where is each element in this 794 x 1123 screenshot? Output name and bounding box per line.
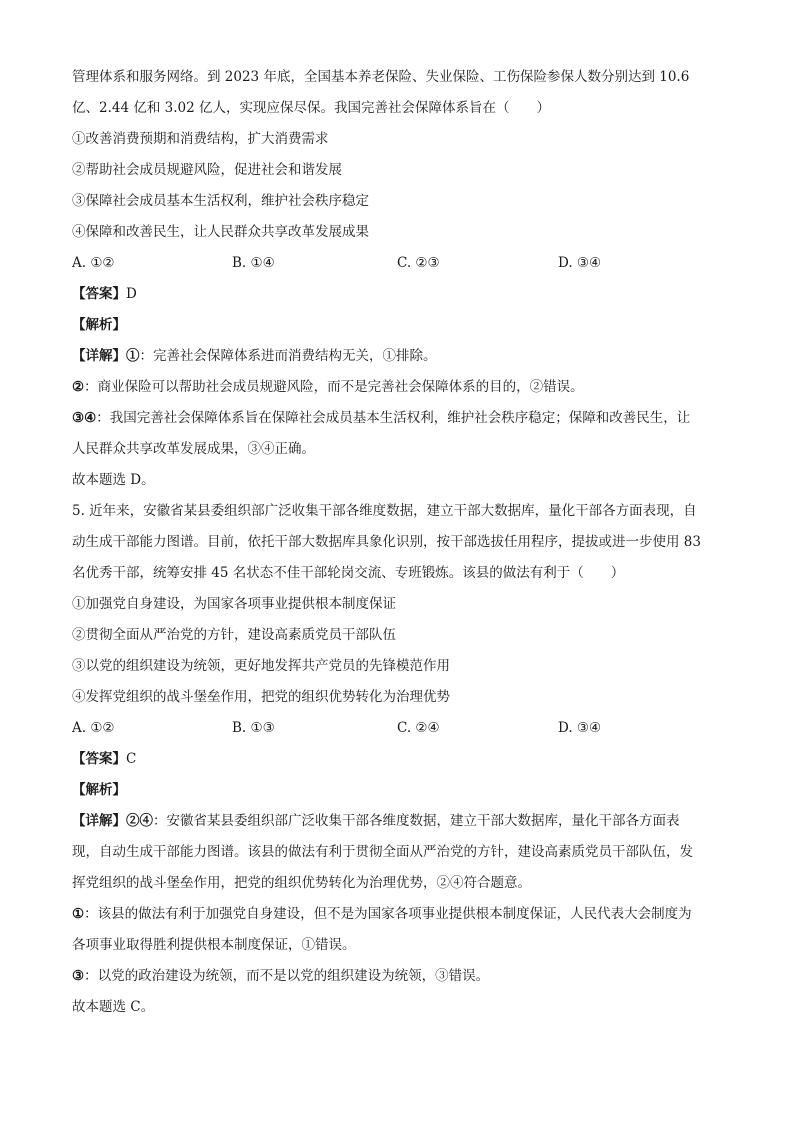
q4-detail-tag: 【详解】 <box>72 348 126 364</box>
q4-stem-line-2: 亿、2.44 亿和 3.02 亿人，实现应保尽保。我国完善社会保障体系旨在（ ） <box>72 100 550 116</box>
q5-statement-3: ③以党的组织建设为统领，更好地发挥共产党员的先锋模范作用 <box>72 658 450 674</box>
q5-option-c: C. ②④ <box>397 720 440 736</box>
q4-detail-1-text: ：完善社会保障体系进而消费结构无关，①排除。 <box>139 348 437 364</box>
q5-answer-tag: 【答案】 <box>72 751 126 767</box>
q4-conclusion: 故本题选 D。 <box>72 472 155 488</box>
q4-analysis-heading <box>72 310 724 341</box>
q5-detail-24-text-1: ：安徽省某县委组织部广泛收集干部各维度数据，建立干部大数据库，量化干部各方面表 <box>153 813 680 829</box>
q5-stem-line-2: 动生成干部能力图谱。目前，依托干部大数据库具象化识别，按干部选拔任用程序，提拔或进一步使用 83 <box>72 534 701 550</box>
q5-option-b: B. ①③ <box>232 720 275 736</box>
q4-detail-34-mark: ③④ <box>72 410 97 426</box>
q5-options <box>72 713 724 744</box>
q5-stem-line-3: 名优秀干部，统筹安排 45 名状态不佳干部轮岗交流、专班锻炼。该县的做法有利于（ ） <box>72 565 625 581</box>
q5-statement-4: ④发挥党组织的战斗堡垒作用，把党的组织优势转化为治理优势 <box>72 689 450 705</box>
q5-statement-1: ①加强党自身建设，为国家各项事业提供根本制度保证 <box>72 596 396 612</box>
q4-options <box>72 248 724 279</box>
q4-answer-value: D <box>126 286 137 302</box>
q4-statement-2: ②帮助社会成员规避风险，促进社会和谐发展 <box>72 162 342 178</box>
document-page <box>72 62 724 1023</box>
q5-answer-value: C <box>126 751 137 767</box>
q5-detail-24-line-2: 现，自动生成干部能力图谱。该县的做法有利于贯彻全面从严治党的方针，建设高素质党员干部队伍，发 <box>72 844 693 860</box>
q5-detail-tag: 【详解】 <box>72 813 126 829</box>
q4-detail-34-line-1 <box>72 403 724 434</box>
q5-detail-24-line-1 <box>72 806 724 837</box>
q5-detail-24-mark: ②④ <box>126 813 153 829</box>
q4-option-b: B. ①④ <box>232 255 275 271</box>
q4-answer <box>72 279 724 310</box>
q5-analysis-heading <box>72 775 724 806</box>
q5-detail-1-line-2: 各项事业取得胜利提供根本制度保证，①错误。 <box>72 937 356 953</box>
q5-detail-24-line-3: 挥党组织的战斗堡垒作用，把党的组织优势转化为治理优势，②④符合题意。 <box>72 875 531 891</box>
q5-statement-2: ②贯彻全面从严治党的方针，建设高素质党员干部队伍 <box>72 627 396 643</box>
q4-statement-1: ①改善消费预期和消费结构，扩大消费需求 <box>72 131 329 147</box>
q4-detail-34-text-1: ：我国完善社会保障体系旨在保障社会成员基本生活权利，维护社会秩序稳定；保障和改善民生，让 <box>96 410 691 426</box>
q4-detail-2-text: ：商业保险可以帮助社会成员规避风险，而不是完善社会保障体系的目的，②错误。 <box>84 379 584 395</box>
q5-detail-3-text: ：以党的政治建设为统领，而不是以党的组织建设为统领，③错误。 <box>84 968 490 984</box>
q5-answer <box>72 744 724 775</box>
q5-detail-1-line-1 <box>72 899 724 930</box>
q5-stem-line-1: 5. 近年来，安徽省某县委组织部广泛收集干部各维度数据，建立干部大数据库，量化干部各方面表现，自 <box>72 503 697 519</box>
q4-detail-2 <box>72 372 724 403</box>
q4-detail-1 <box>72 341 724 372</box>
q5-detail-3-mark: ③ <box>72 968 85 984</box>
q4-detail-1-mark: ① <box>126 348 140 364</box>
q5-detail-1-text-1: ：该县的做法有利于加强党自身建设，但不是为国家各项事业提供根本制度保证，人民代表大会制度为 <box>84 906 692 922</box>
q4-stem-line-1: 管理体系和服务网络。到 2023 年底，全国基本养老保险、失业保险、工伤保险参保人数分别达到 10.6 <box>72 69 690 85</box>
q4-detail-2-mark: ② <box>72 379 85 395</box>
q4-option-c: C. ②③ <box>397 255 440 271</box>
q4-analysis-tag: 【解析】 <box>72 317 126 333</box>
q4-answer-tag: 【答案】 <box>72 286 126 302</box>
q5-option-a: A. ①② <box>72 720 115 736</box>
q5-detail-1-mark: ① <box>72 906 85 922</box>
q4-detail-34-line-2: 人民群众共享改革发展成果，③④正确。 <box>72 441 315 457</box>
q5-analysis-tag: 【解析】 <box>72 782 126 798</box>
q5-option-d: D. ③④ <box>558 720 602 736</box>
q4-statement-3: ③保障社会成员基本生活权利，维护社会秩序稳定 <box>72 193 369 209</box>
q5-conclusion: 故本题选 C。 <box>72 999 155 1015</box>
q4-option-a: A. ①② <box>72 255 115 271</box>
q4-statement-4: ④保障和改善民生，让人民群众共享改革发展成果 <box>72 224 369 240</box>
q4-option-d: D. ③④ <box>558 255 602 271</box>
q5-detail-3 <box>72 961 724 992</box>
